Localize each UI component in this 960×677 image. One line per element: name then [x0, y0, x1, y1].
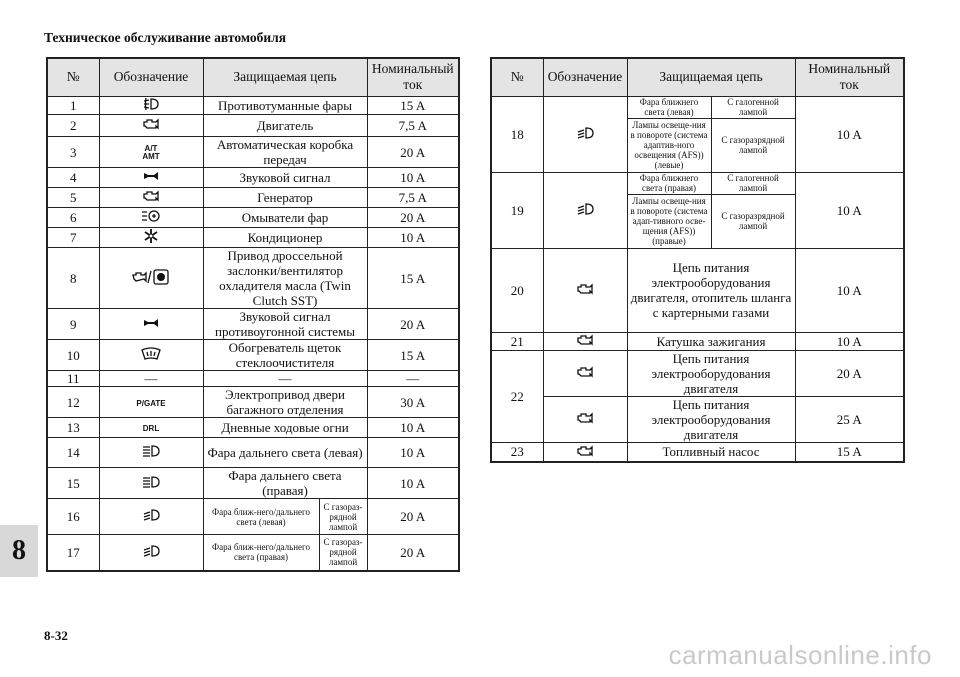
designation-cell	[99, 499, 203, 535]
headlamp-washer-icon	[140, 209, 162, 226]
fuse-number-cell: 20	[491, 248, 543, 332]
table-row	[47, 499, 459, 535]
table-row	[47, 168, 459, 188]
table-row	[491, 96, 904, 118]
fuse-number-cell: 3	[47, 137, 99, 168]
rating-cell: 20 A	[367, 535, 459, 571]
rating-cell: 30 A	[367, 387, 459, 418]
table-row	[47, 115, 459, 137]
fuse-number-cell: 23	[491, 443, 543, 462]
fuse-number-cell: 13	[47, 418, 99, 438]
col-header-no: №	[491, 58, 543, 96]
table-row	[491, 172, 904, 194]
rating-cell: —	[367, 371, 459, 387]
designation-cell	[99, 438, 203, 468]
table-row	[47, 137, 459, 168]
circuit-cell: Цепь питания электрооборудования двигателя, отопитель шланга с картерными газами	[627, 248, 795, 332]
rating-cell: 10 A	[367, 468, 459, 499]
designation-cell	[543, 96, 627, 172]
circuit-cell: Фара дальнего света (правая)	[203, 468, 367, 499]
wiper-defroster-icon	[140, 347, 162, 364]
rating-cell: 15 A	[367, 96, 459, 115]
circuit-cell: Цепь питания электрооборудования двигателя	[627, 397, 795, 443]
table-row	[47, 96, 459, 115]
table-row	[47, 248, 459, 309]
engine-icon	[575, 333, 595, 350]
designation-cell	[99, 387, 203, 418]
rating-cell: 15 A	[367, 340, 459, 371]
rating-cell: 20 A	[367, 208, 459, 228]
table-row	[47, 535, 459, 571]
page-number: 8-32	[44, 628, 68, 643]
engine-icon	[575, 411, 595, 428]
designation-cell	[99, 468, 203, 499]
designation-cell	[99, 188, 203, 208]
designation-cell	[99, 228, 203, 248]
fuse-number-cell: 14	[47, 438, 99, 468]
lamp-type-cell: С газораз-рядной лампой	[319, 499, 367, 535]
fuse-number-cell: 11	[47, 371, 99, 387]
table-row	[47, 309, 459, 340]
circuit-cell: Обогреватель щеток стеклоочистителя	[203, 340, 367, 371]
circuit-cell: Цепь питания электрооборудования двигателя	[627, 351, 795, 397]
rating-cell: 10 A	[367, 418, 459, 438]
rating-cell: 10 A	[795, 248, 904, 332]
headlamp-icon	[140, 508, 162, 525]
low-beam-icon	[574, 202, 596, 219]
fuse-number-cell: 22	[491, 351, 543, 443]
horn-icon	[141, 169, 161, 186]
circuit-cell: —	[203, 371, 367, 387]
fuse-number-cell: 8	[47, 248, 99, 309]
fuse-number-cell: 16	[47, 499, 99, 535]
fuse-number-cell: 9	[47, 309, 99, 340]
lamp-type-cell: С газоразрядной лампой	[711, 194, 795, 248]
lamp-type-cell: С газораз-рядной лампой	[319, 535, 367, 571]
power-gate-icon	[136, 400, 165, 408]
designation-cell	[99, 248, 203, 309]
col-header-designation: Обозначение	[543, 58, 627, 96]
table-row	[47, 371, 459, 387]
watermark: carmanualsonline.info	[668, 640, 932, 670]
circuit-cell: Дневные ходовые огни	[203, 418, 367, 438]
drl-icon	[143, 425, 159, 433]
table-row	[47, 340, 459, 371]
fuse-number-cell: 21	[491, 332, 543, 351]
icon-text-line: AMT	[142, 151, 160, 161]
icon-text-line: P/GATE	[136, 398, 166, 408]
fuse-number-cell: 17	[47, 535, 99, 571]
table-row	[491, 332, 904, 351]
rating-cell: 25 A	[795, 397, 904, 443]
table-row	[47, 188, 459, 208]
designation-cell	[543, 443, 627, 462]
engine-icon	[141, 117, 161, 134]
circuit-cell: Фара дальнего света (левая)	[203, 438, 367, 468]
air-conditioner-icon	[143, 228, 159, 247]
rating-cell: 10 A	[367, 168, 459, 188]
fuse-number-cell: 10	[47, 340, 99, 371]
table-row	[47, 387, 459, 418]
generator-icon	[141, 189, 161, 206]
icon-text-line: A/T	[144, 143, 158, 153]
fuse-number-cell: 19	[491, 172, 543, 248]
circuit-cell: Омыватели фар	[203, 208, 367, 228]
fuse-number-cell: 15	[47, 468, 99, 499]
page-header: Техническое обслуживание автомобиля	[44, 30, 286, 45]
table-row	[47, 468, 459, 499]
fuse-number-cell: 4	[47, 168, 99, 188]
col-header-designation: Обозначение	[99, 58, 203, 96]
fuse-number-cell: 2	[47, 115, 99, 137]
table-row	[491, 397, 904, 443]
circuit-cell: Двигатель	[203, 115, 367, 137]
designation-cell	[543, 351, 627, 397]
engine-icon	[575, 365, 595, 382]
rating-cell: 15 A	[795, 443, 904, 462]
rating-cell: 10 A	[367, 438, 459, 468]
fuse-number-cell: 5	[47, 188, 99, 208]
fuse-number-cell: 6	[47, 208, 99, 228]
designation-cell	[99, 535, 203, 571]
rating-cell: 10 A	[795, 96, 904, 172]
table-row	[491, 248, 904, 332]
circuit-part-cell: Фара ближ-него/дальнего света (правая)	[203, 535, 319, 571]
designation-cell	[99, 115, 203, 137]
rating-cell: 10 A	[795, 332, 904, 351]
designation-cell: —	[99, 371, 203, 387]
designation-cell	[99, 208, 203, 228]
circuit-cell: Звуковой сигнал противоугонной системы	[203, 309, 367, 340]
lamp-type-cell: С галогенной лампой	[711, 172, 795, 194]
engine-icon	[575, 282, 595, 299]
fuse-number-cell: 18	[491, 96, 543, 172]
fuse-number-cell: 7	[47, 228, 99, 248]
fuse-number-cell: 12	[47, 387, 99, 418]
circuit-cell: Топливный насос	[627, 443, 795, 462]
table-row	[47, 228, 459, 248]
rating-cell: 15 A	[367, 248, 459, 309]
col-header-no: №	[47, 58, 99, 96]
circuit-cell: Звуковой сигнал	[203, 168, 367, 188]
lamp-type-cell: С галогенной лампой	[711, 96, 795, 118]
headlamp-icon	[140, 544, 162, 561]
circuit-cell: Катушка зажигания	[627, 332, 795, 351]
rating-cell: 10 A	[367, 228, 459, 248]
fuse-table-right	[490, 57, 905, 463]
circuit-part-cell: Лампы освеще-ния в повороте (система адап-тивного осве-щения (AFS)) (правые)	[627, 194, 711, 248]
circuit-part-cell: Фара ближнего света (левая)	[627, 96, 711, 118]
engine-icon	[575, 444, 595, 461]
rating-cell: 20 A	[367, 137, 459, 168]
chapter-tab: 8	[0, 525, 38, 577]
col-header-circuit: Защищаемая цепь	[627, 58, 795, 96]
rating-cell: 10 A	[795, 172, 904, 248]
designation-cell	[99, 309, 203, 340]
fog-lamp-icon	[141, 97, 161, 114]
circuit-cell: Противотуманные фары	[203, 96, 367, 115]
table-row	[491, 443, 904, 462]
col-header-rating: Номинальный ток	[795, 58, 904, 96]
high-beam-icon	[140, 475, 162, 492]
rating-cell: 7,5 A	[367, 188, 459, 208]
rating-cell: 7,5 A	[367, 115, 459, 137]
fuse-number-cell: 1	[47, 96, 99, 115]
high-beam-icon	[140, 444, 162, 461]
designation-cell	[543, 172, 627, 248]
designation-cell	[543, 248, 627, 332]
col-header-rating: Номинальный ток	[367, 58, 459, 96]
col-header-circuit: Защищаемая цепь	[203, 58, 367, 96]
rating-cell: 20 A	[367, 309, 459, 340]
designation-cell	[99, 418, 203, 438]
designation-cell	[99, 168, 203, 188]
designation-cell	[99, 340, 203, 371]
table-row	[47, 418, 459, 438]
circuit-part-cell: Фара ближнего света (правая)	[627, 172, 711, 194]
designation-cell	[99, 96, 203, 115]
circuit-cell: Электропривод двери багажного отделения	[203, 387, 367, 418]
lamp-type-cell: С газоразрядной лампой	[711, 118, 795, 172]
icon-text-line: DRL	[142, 424, 160, 434]
rating-cell: 20 A	[795, 351, 904, 397]
throttle-fan-icon	[131, 269, 171, 288]
circuit-cell: Кондиционер	[203, 228, 367, 248]
alarm-horn-icon	[141, 316, 161, 333]
table-row	[491, 351, 904, 397]
designation-cell	[543, 332, 627, 351]
designation-cell	[543, 397, 627, 443]
circuit-cell: Привод дроссельной заслонки/вентилятор охладителя масла (Twin Clutch SST)	[203, 248, 367, 309]
circuit-part-cell: Фара ближ-него/дальнего света (левая)	[203, 499, 319, 535]
fuse-table-left	[46, 57, 460, 572]
circuit-part-cell: Лампы освеще-ния в повороте (система адаптив-ного освещения (AFS)) (левые)	[627, 118, 711, 172]
table-row	[47, 438, 459, 468]
rating-cell: 20 A	[367, 499, 459, 535]
circuit-cell: Автоматическая коробка передач	[203, 137, 367, 168]
at-amt-icon	[142, 145, 159, 161]
table-row	[47, 208, 459, 228]
designation-cell	[99, 137, 203, 168]
low-beam-icon	[574, 126, 596, 143]
circuit-cell: Генератор	[203, 188, 367, 208]
